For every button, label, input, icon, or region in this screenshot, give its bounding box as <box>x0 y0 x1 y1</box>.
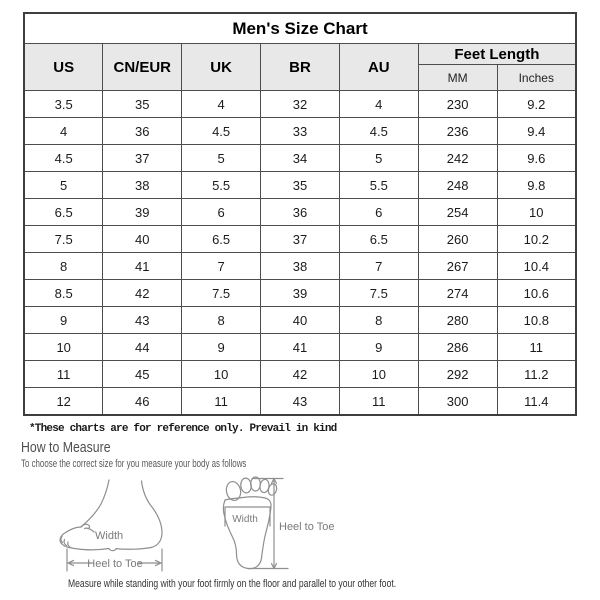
size-cell: 10 <box>497 199 576 226</box>
size-cell: 32 <box>261 91 340 118</box>
size-cell: 8 <box>182 307 261 334</box>
size-cell: 230 <box>418 91 497 118</box>
size-cell: 242 <box>418 145 497 172</box>
col-subheader-mm: MM <box>418 65 497 91</box>
size-table-body <box>24 91 576 416</box>
size-cell: 38 <box>103 172 182 199</box>
size-cell: 37 <box>261 226 340 253</box>
table-row <box>24 226 576 253</box>
how-to-measure-subtitle: To choose the correct size for you measure your body as follows <box>21 458 247 470</box>
side-foot-sole-line <box>69 548 151 551</box>
size-cell: 6.5 <box>339 226 418 253</box>
size-cell: 42 <box>261 361 340 388</box>
size-cell: 6 <box>182 199 261 226</box>
measure-caption: Measure while standing with your foot firmly on the floor and parallel to your other foot. <box>68 578 397 590</box>
side-width-pointer-line <box>85 528 95 532</box>
size-cell: 6.5 <box>182 226 261 253</box>
table-title-row <box>24 13 576 44</box>
size-cell: 35 <box>261 172 340 199</box>
size-cell: 34 <box>261 145 340 172</box>
size-cell: 11 <box>24 361 103 388</box>
size-cell: 4.5 <box>182 118 261 145</box>
size-cell: 38 <box>261 253 340 280</box>
size-cell: 11.2 <box>497 361 576 388</box>
size-cell: 5 <box>24 172 103 199</box>
col-header-br: BR <box>261 44 340 91</box>
how-to-measure-title: How to Measure <box>21 439 111 456</box>
col-header-us: US <box>24 44 103 91</box>
size-cell: 9.8 <box>497 172 576 199</box>
side-foot-toe-ridge-2 <box>64 540 66 546</box>
size-cell: 10 <box>24 334 103 361</box>
size-cell: 11.4 <box>497 388 576 416</box>
size-cell: 10 <box>339 361 418 388</box>
size-cell: 11 <box>339 388 418 416</box>
table-row <box>24 361 576 388</box>
col-subheader-inches: Inches <box>497 65 576 91</box>
size-cell: 292 <box>418 361 497 388</box>
side-foot-toes-line <box>60 527 81 548</box>
table-row <box>24 91 576 118</box>
size-cell: 7 <box>182 253 261 280</box>
size-cell: 5 <box>182 145 261 172</box>
size-cell: 10 <box>182 361 261 388</box>
size-cell: 7.5 <box>24 226 103 253</box>
side-width-label: Width <box>95 530 124 542</box>
size-cell: 39 <box>103 199 182 226</box>
col-header-feet-length: Feet Length <box>418 44 576 65</box>
size-cell: 10.4 <box>497 253 576 280</box>
size-cell: 39 <box>261 280 340 307</box>
size-cell: 5 <box>339 145 418 172</box>
table-row <box>24 253 576 280</box>
size-cell: 11 <box>182 388 261 416</box>
size-cell: 40 <box>103 226 182 253</box>
size-cell: 3.5 <box>24 91 103 118</box>
size-cell: 41 <box>103 253 182 280</box>
side-foot-diagram <box>55 478 185 578</box>
size-cell: 40 <box>261 307 340 334</box>
size-cell: 248 <box>418 172 497 199</box>
footprint-heel-to-toe-label: Heel to Toe <box>279 521 335 533</box>
size-cell: 9 <box>339 334 418 361</box>
footprint-diagram <box>215 474 345 574</box>
size-cell: 45 <box>103 361 182 388</box>
size-cell: 11 <box>497 334 576 361</box>
size-cell: 9 <box>182 334 261 361</box>
size-cell: 254 <box>418 199 497 226</box>
col-header-au: AU <box>339 44 418 91</box>
size-cell: 8 <box>339 307 418 334</box>
col-header-uk: UK <box>182 44 261 91</box>
size-cell: 10.8 <box>497 307 576 334</box>
size-cell: 42 <box>103 280 182 307</box>
size-cell: 274 <box>418 280 497 307</box>
footprint-toe-2 <box>240 478 252 494</box>
size-cell: 286 <box>418 334 497 361</box>
size-cell: 6.5 <box>24 199 103 226</box>
col-header-cn-eur: CN/EUR <box>103 44 182 91</box>
size-cell: 267 <box>418 253 497 280</box>
size-cell: 43 <box>103 307 182 334</box>
size-cell: 4 <box>339 91 418 118</box>
size-cell: 260 <box>418 226 497 253</box>
size-cell: 7.5 <box>339 280 418 307</box>
table-title: Men's Size Chart <box>24 13 576 44</box>
size-cell: 5.5 <box>339 172 418 199</box>
table-row <box>24 388 576 416</box>
side-foot-heel-line <box>142 481 163 548</box>
size-cell: 6 <box>339 199 418 226</box>
size-cell: 9.4 <box>497 118 576 145</box>
size-cell: 8.5 <box>24 280 103 307</box>
side-foot-toe-ridge-1 <box>61 537 63 543</box>
size-cell: 36 <box>103 118 182 145</box>
size-cell: 44 <box>103 334 182 361</box>
size-cell: 35 <box>103 91 182 118</box>
size-cell: 7.5 <box>182 280 261 307</box>
size-cell: 7 <box>339 253 418 280</box>
size-cell: 9.2 <box>497 91 576 118</box>
size-cell: 12 <box>24 388 103 416</box>
size-cell: 37 <box>103 145 182 172</box>
size-cell: 46 <box>103 388 182 416</box>
size-cell: 10.6 <box>497 280 576 307</box>
size-cell: 8 <box>24 253 103 280</box>
table-header-row <box>24 44 576 65</box>
side-heel-to-toe-label: Heel to Toe <box>87 558 143 570</box>
size-cell: 9.6 <box>497 145 576 172</box>
side-foot-instep-line <box>81 480 109 527</box>
size-cell: 5.5 <box>182 172 261 199</box>
size-cell: 43 <box>261 388 340 416</box>
table-row <box>24 172 576 199</box>
size-cell: 10.2 <box>497 226 576 253</box>
table-row <box>24 199 576 226</box>
size-cell: 4.5 <box>24 145 103 172</box>
size-cell: 300 <box>418 388 497 416</box>
table-row <box>24 307 576 334</box>
size-cell: 280 <box>418 307 497 334</box>
size-cell: 36 <box>261 199 340 226</box>
table-row <box>24 145 576 172</box>
table-row <box>24 334 576 361</box>
men-size-chart-table <box>23 12 577 416</box>
size-cell: 4 <box>182 91 261 118</box>
size-cell: 9 <box>24 307 103 334</box>
table-row <box>24 280 576 307</box>
size-cell: 236 <box>418 118 497 145</box>
table-row <box>24 118 576 145</box>
size-cell: 33 <box>261 118 340 145</box>
size-cell: 41 <box>261 334 340 361</box>
size-cell: 4 <box>24 118 103 145</box>
footprint-toe-3 <box>251 477 261 491</box>
footprint-width-label: Width <box>232 514 258 525</box>
size-cell: 4.5 <box>339 118 418 145</box>
reference-disclaimer: *These charts are for reference only. Prevail in kind <box>29 423 337 435</box>
